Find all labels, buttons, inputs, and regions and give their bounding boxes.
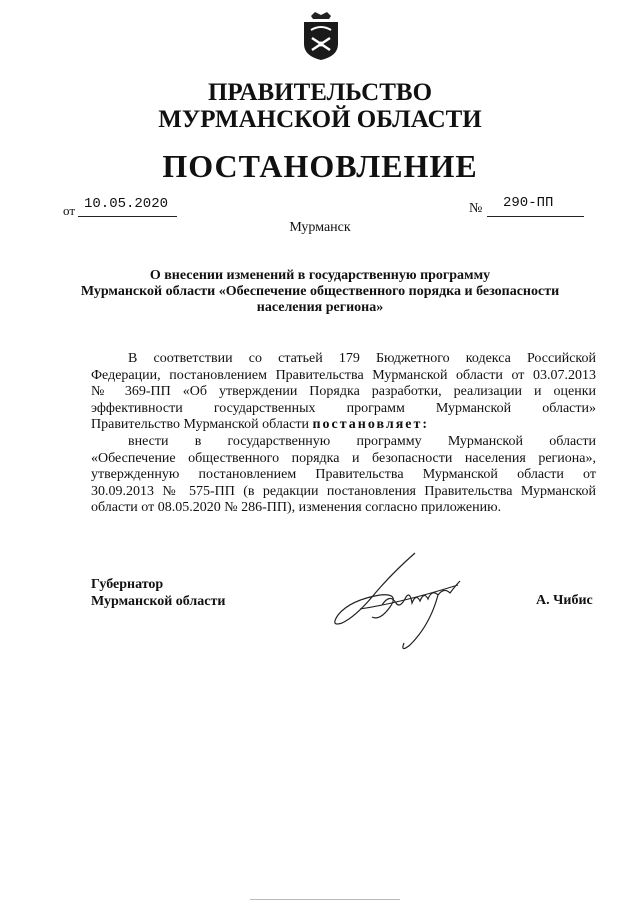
page-bottom-divider: [250, 899, 400, 900]
paragraph-line: эффективности государственных программ Мурманской области»: [91, 400, 596, 416]
paragraph-line: утвержденную постановлением Правительства Мурманской области от: [91, 467, 596, 483]
city: Мурманск: [289, 220, 351, 235]
coat-of-arms-emblem-icon: [301, 10, 341, 62]
subject-line2: Мурманской области «Обеспечение общественного порядка и безопасности: [80, 284, 560, 299]
number-prefix: №: [469, 201, 483, 216]
government-title: [0, 79, 640, 133]
paragraph-line: внести в государственную программу Мурманской области: [128, 434, 596, 449]
date-underline: [78, 216, 177, 217]
government-title-line1: ПРАВИТЕЛЬСТВО: [207, 79, 433, 106]
handwritten-signature-icon: [320, 545, 480, 655]
date-prefix: от: [63, 203, 76, 218]
paragraph-line: Федерации, постановлением Правительства Мурманской области от 03.07.2013: [91, 367, 596, 383]
signatory-position-line1: Губернатор: [91, 577, 164, 592]
subject-line3: населения региона»: [256, 300, 384, 315]
paragraph-line: № 369-ПП «Об утверждении Порядка разработки, реализации и оценки: [91, 384, 596, 400]
document-date: 10.05.2020: [84, 196, 169, 212]
document-subject: [0, 268, 640, 316]
government-title-line2: МУРМАНСКОЙ ОБЛАСТИ: [158, 106, 482, 133]
decree-word: постановляет:: [312, 417, 430, 433]
paragraph-line-text: Правительство Мурманской области: [91, 417, 309, 433]
document-type: ПОСТАНОВЛЕНИЕ: [162, 148, 478, 184]
paragraph-decision: [91, 434, 596, 517]
paragraph-line: В соответствии со статьей 179 Бюджетного кодекса Российской: [128, 351, 596, 366]
document-number: 290-ПП: [503, 195, 554, 211]
signatory-position-line2: Мурманской области: [91, 594, 226, 609]
paragraph-line: 30.09.2013 № 575-ПП (в редакции постановления Правительства Мурманской: [91, 483, 596, 499]
paragraph-line: области от 08.05.2020 № 286-ПП), изменения согласно приложению.: [91, 500, 502, 516]
number-underline: [487, 216, 584, 217]
signatory-position: [91, 576, 225, 610]
paragraph-line: «Обеспечение общественного порядка и безопасности населения региона»,: [91, 450, 596, 466]
subject-line1: О внесении изменений в государственную программу: [149, 268, 491, 283]
paragraph-line: [91, 417, 596, 434]
paragraph-basis: [91, 351, 596, 434]
signatory-name: А. Чибис: [536, 593, 593, 608]
